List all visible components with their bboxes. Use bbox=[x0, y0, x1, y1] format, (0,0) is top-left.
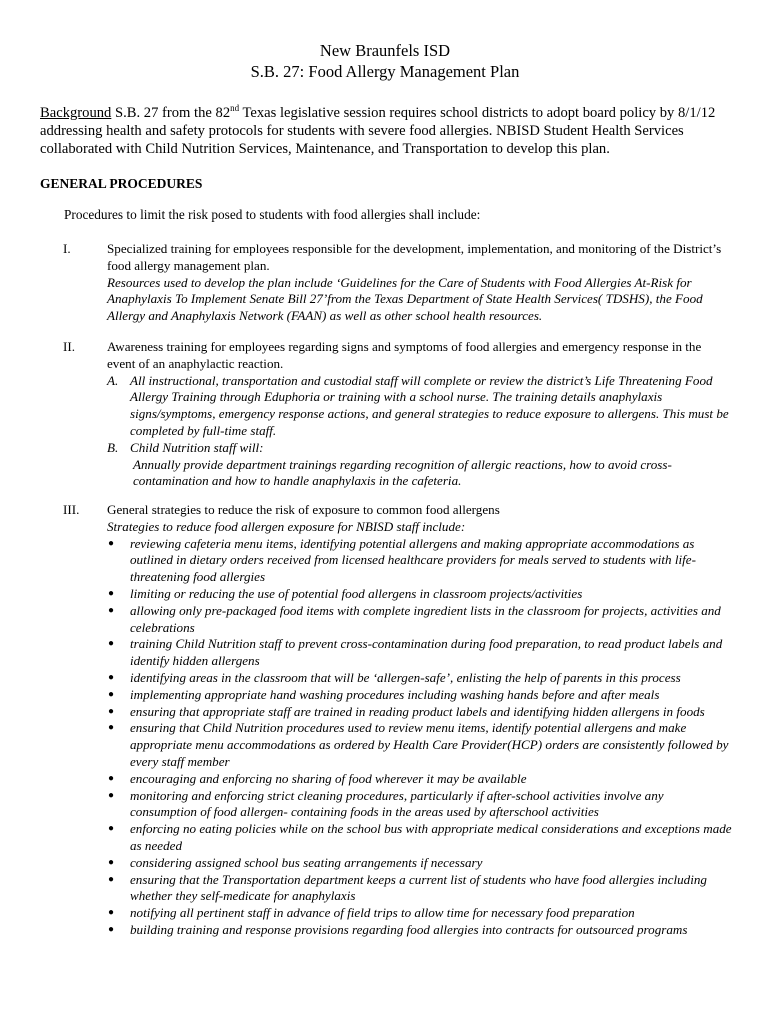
list-item bbox=[107, 586, 732, 603]
bullet-icon: ● bbox=[108, 705, 115, 717]
bullet-icon: ● bbox=[108, 604, 115, 616]
list-item-text: building training and response provisions regarding food allergies into contracts for outsourced programs bbox=[130, 921, 688, 937]
bullet-icon: ● bbox=[108, 722, 115, 734]
background-label: Background bbox=[40, 105, 112, 121]
list-item bbox=[107, 788, 732, 822]
list-item-text: enforcing no eating policies while on the school bus with appropriate medical considerations and exceptions made as needed bbox=[130, 821, 732, 853]
title-plan: S.B. 27: Food Allergy Management Plan bbox=[250, 62, 520, 81]
list-item bbox=[107, 872, 732, 906]
section-body bbox=[107, 241, 732, 325]
subitem-text: Child Nutrition staff will: bbox=[130, 439, 264, 455]
background-paragraph bbox=[40, 104, 740, 158]
section-text: General strategies to reduce the risk of exposure to common food allergens bbox=[107, 502, 500, 517]
section-numeral: II. bbox=[63, 339, 75, 354]
list-item bbox=[107, 704, 732, 721]
list-item bbox=[107, 855, 732, 872]
list-item-text: reviewing cafeteria menu items, identifying potential allergens and making appropriate accommodations as outlined in dietary orders received from licensed healthcare providers for meals served to students with life-threatening food allergies bbox=[130, 535, 696, 585]
list-item bbox=[107, 670, 732, 687]
bullet-icon: ● bbox=[108, 671, 115, 683]
background-text-b: Texas legislative session requires school districts to adopt board policy by 8/1/12 addressing health and safety protocols for students with severe food allergies. NBISD Student Health Services collaborated with Child Nutrition Services, Maintenance, and Transportation to develop this plan. bbox=[40, 105, 716, 157]
list-item-text: ensuring that the Transportation department keeps a current list of students who have food allergies including whether they self-medicate for anaphylaxis bbox=[130, 871, 707, 904]
subitem-detail: Annually provide department trainings regarding recognition of allergic reactions, how to avoid cross-contamination and how to handle anaphylaxis in the cafeteria. bbox=[133, 456, 672, 489]
section-text: Awareness training for employees regarding signs and symptoms of food allergies and emergency response in the event of an anaphylactic reaction. bbox=[107, 339, 702, 371]
bullet-icon: ● bbox=[108, 537, 115, 549]
list-item-text: ensuring that appropriate staff are trained in reading product labels and identifying hidden allergens in foods bbox=[130, 703, 705, 719]
bullet-icon: ● bbox=[108, 789, 115, 801]
list-item-text: monitoring and enforcing strict cleaning procedures, particularly if after-school activities involve any consumption of food allergen- containing foods in the areas used by afterschool activities bbox=[130, 787, 664, 820]
bullet-icon: ● bbox=[108, 873, 115, 885]
list-item-text: training Child Nutrition staff to prevent cross-contamination during food preparation, to read product labels and identify hidden allergens bbox=[130, 636, 723, 669]
subitem-letter: A. bbox=[107, 372, 119, 388]
bullet-icon: ● bbox=[108, 907, 115, 919]
procedures-intro: Procedures to limit the risk posed to students with food allergies shall include: bbox=[64, 207, 481, 222]
list-item bbox=[107, 536, 732, 586]
list-item bbox=[107, 821, 732, 855]
bullet-icon: ● bbox=[108, 688, 115, 700]
list-item-text: encouraging and enforcing no sharing of food wherever it may be available bbox=[130, 770, 527, 786]
list-item bbox=[107, 636, 732, 670]
list-item-text: implementing appropriate hand washing procedures including washing hands before and after meals bbox=[130, 686, 660, 702]
list-item bbox=[107, 771, 732, 788]
list-item-text: notifying all pertinent staff in advance of field trips to allow time for necessary food preparation bbox=[130, 905, 635, 921]
list-item-text: limiting or reducing the use of potential food allergens in classroom projects/activities bbox=[130, 585, 583, 601]
general-procedures-heading: GENERAL PROCEDURES bbox=[40, 176, 203, 191]
list-item bbox=[107, 603, 732, 637]
list-item bbox=[107, 687, 732, 704]
subitem-b bbox=[107, 440, 732, 490]
list-item-text: ensuring that Child Nutrition procedures used to review menu items, identify potential allergens and make appropriate menu accommodations as ordered by Health Care Provider(HCP) orders are consistently followed by every staff member bbox=[130, 720, 729, 769]
subitem-text: All instructional, transportation and custodial staff will complete or review the district’s Life Threatening Food Allergy Training through Eduphoria or training with a school nurse. The training details anaphylaxis signs/symptoms, emergency response actions, and general strategies to reduce exposure to allergens. This must be completed by full-time staff. bbox=[130, 372, 729, 438]
list-item-text: considering assigned school bus seating arrangements if necessary bbox=[130, 854, 483, 870]
document-title bbox=[0, 40, 770, 82]
bullet-icon: ● bbox=[108, 923, 115, 935]
subitem-letter: B. bbox=[107, 439, 119, 455]
section-body bbox=[107, 339, 732, 490]
list-item bbox=[107, 922, 732, 939]
bullet-icon: ● bbox=[108, 823, 115, 835]
bullet-icon: ● bbox=[108, 587, 115, 599]
bullet-icon: ● bbox=[108, 638, 115, 650]
list-item bbox=[107, 905, 732, 922]
section-numeral: I. bbox=[63, 241, 71, 256]
section-numeral: III. bbox=[63, 502, 80, 517]
section-text: Specialized training for employees responsible for the development, implementation, and monitoring of the District’s food allergy management plan. bbox=[107, 241, 722, 273]
background-ordinal-suffix: nd bbox=[230, 103, 240, 114]
list-item-text: allowing only pre-packaged food items with complete ingredient lists in the classroom for projects, activities and celebrations bbox=[130, 602, 721, 635]
subitem-a bbox=[107, 373, 732, 440]
bullet-icon: ● bbox=[108, 772, 115, 784]
section-body bbox=[107, 502, 732, 939]
section-resources-note: Resources used to develop the plan include ‘Guidelines for the Care of Students with Food Allergies At-Risk for Anaphylaxis To Implement Senate Bill 27’from the Texas Department of State Health Services( TDSHS), the Food Allergy and Anaphylaxis Network (FAAN) as well as other school health resources. bbox=[107, 274, 703, 324]
list-item bbox=[107, 720, 732, 770]
title-district: New Braunfels ISD bbox=[319, 41, 451, 60]
list-item-text: identifying areas in the classroom that will be ‘allergen-safe’, enlisting the help of parents in this process bbox=[130, 669, 681, 685]
background-text-a: S.B. 27 from the 82 bbox=[111, 105, 231, 121]
strategy-list bbox=[107, 536, 732, 939]
section-strategies-intro: Strategies to reduce food allergen exposure for NBISD staff include: bbox=[107, 518, 466, 534]
bullet-icon: ● bbox=[108, 856, 115, 868]
